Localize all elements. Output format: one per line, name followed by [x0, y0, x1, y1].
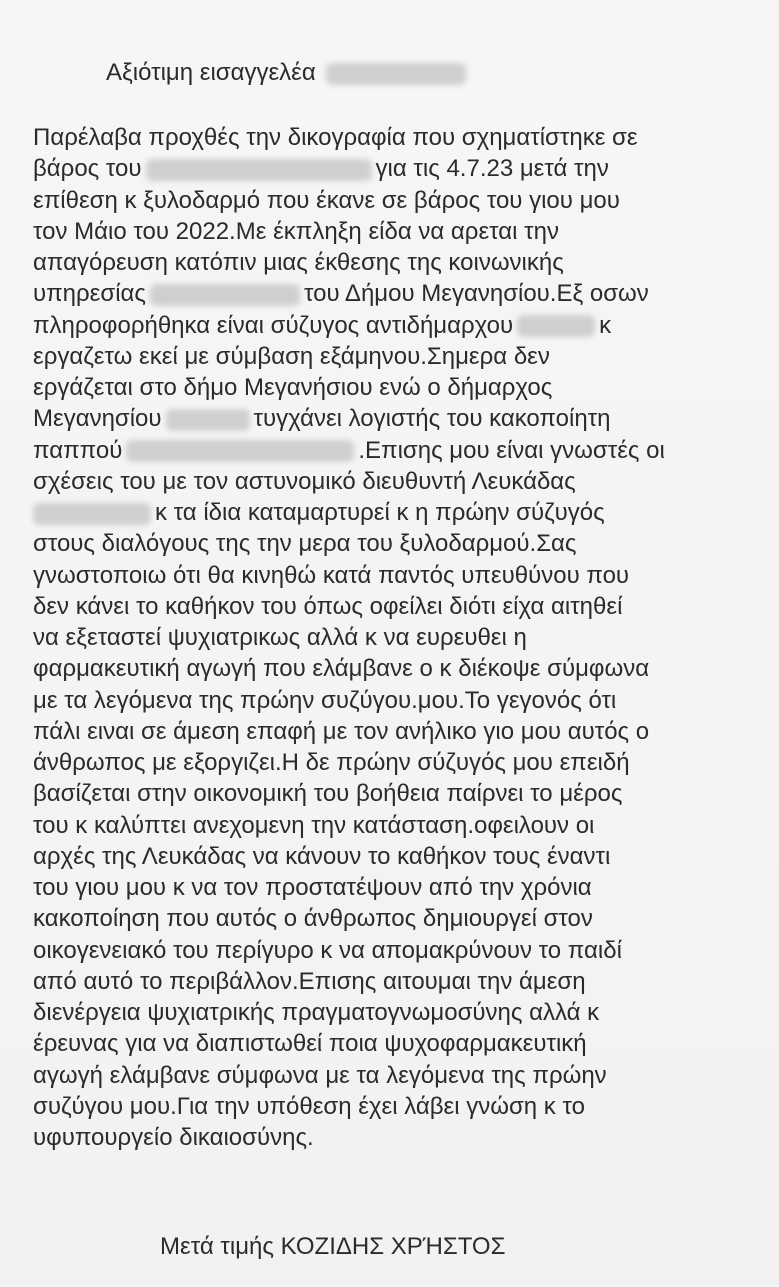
letter-line: εργαζετω εκεί με σύμβαση εξάμηνου.Σημερα δεν	[33, 342, 550, 370]
letter-line: επίθεση κ ξυλοδαρμό που έκανε σε βάρος του γιου μου	[33, 186, 620, 214]
letter-line: διενέργεια ψυχιατρικής πραγματογνωμοσύνης αλλά κ	[33, 999, 600, 1026]
letter-line: Μεγανησίου τυγχάνει λογιστής του κακοποίητη	[33, 405, 611, 433]
letter-line: από αυτό το περιβάλλον.Επισης αιτουμαι την άμεση	[33, 967, 586, 995]
letter-line: στους διαλόγους της την μερα του ξυλοδαρμού.Σας	[33, 530, 577, 558]
letter-line: οικογενειακό του περίγυρο κ να απομακρύνουν το παιδί	[33, 936, 622, 964]
letter-line: του κ καλύπτει ανεχομενη την κατάσταση.οφειλουν οι	[33, 811, 595, 839]
letter-line: Παρέλαβα προχθές την δικογραφία που σχηματίστηκε σε	[33, 124, 638, 151]
redacted-name	[146, 159, 372, 181]
letter-line: τον Μάιο του 2022.Με έκπληξη είδα να αρεται την	[33, 217, 559, 245]
letter-line: σχέσεις του με τον αστυνομικό διευθυντή Λευκάδας	[33, 467, 576, 495]
letter-line: με τα λεγόμενα της πρώην συζύγου.μου.Το γεγονός ότι	[33, 686, 617, 714]
redacted-name	[166, 409, 250, 431]
redacted-name	[126, 440, 354, 462]
letter-line: υπηρεσίας του Δήμου Μεγανησίου.Εξ οσων	[33, 280, 649, 308]
letter-line: γνωστοποιω ότι θα κινηθώ κατά παντός υπευθύνου που	[33, 561, 630, 589]
letter-line: φαρμακευτική αγωγή που ελάμβανε ο κ διέκοψε σύμφωνα	[33, 655, 650, 683]
letter-line: πάλι ειναι σε άμεση επαφή με τον ανήλικο γιο μου αυτός ο	[33, 717, 650, 745]
letter-line: αγωγή ελάμβανε σύμφωνα με τα λεγόμενα της πρώην	[33, 1061, 607, 1089]
letter-line: συζύγου μου.Για την υπόθεση έχει λάβει γνώση κ το	[33, 1092, 585, 1120]
letter-salutation	[106, 58, 470, 88]
redacted-name	[517, 315, 595, 337]
letter-closing	[160, 1232, 505, 1262]
letter-line: παππού .Επισης μου είναι γνωστές οι	[33, 436, 665, 464]
letter-line: έρευνας για να διαπιστωθεί ποια ψυχοφαρμακευτική	[33, 1030, 587, 1058]
letter-line: κακοποίηση που αυτός ο άνθρωπος δημιουργεί στον	[33, 905, 593, 933]
letter-line: να εξεταστεί ψυχιατρικως αλλά κ να ευρευθει η	[33, 624, 527, 651]
letter-line: βασίζεται στην οικονομική του βοήθεια παίρνει το μέρος	[33, 780, 623, 808]
letter-line: απαγόρευση κατόπιν μιας έκθεσης της κοινωνικής	[33, 249, 564, 276]
redacted-name	[33, 503, 151, 525]
letter-line: εργάζεται στο δήμο Μεγανήσιου ενώ ο δήμαρχος	[33, 374, 553, 401]
redacted-name	[150, 284, 300, 306]
letter-line: αρχές της Λευκάδας να κάνουν το καθήκον τους έναντι	[33, 842, 611, 870]
letter-line: κ τα ίδια καταμαρτυρεί κ η πρώην σύζυγός	[33, 497, 763, 528]
closing-text: Μετά τιμής ΚΟΖΙΔΗΣ ΧΡΉΣΤΟΣ	[160, 1233, 506, 1260]
letter-body	[33, 122, 763, 1153]
letter-line: δεν κάνει το καθήκον του όπως οφείλει διότι είχα αιτηθεί	[33, 592, 623, 620]
redacted-name	[326, 63, 466, 85]
letter-line: πληροφορήθηκα είναι σύζυγος αντιδήμαρχου κ	[33, 311, 612, 339]
letter-line: άνθρωπος με εξοργιζει.Η δε πρώην σύζυγός μου επειδή	[33, 749, 630, 776]
letter-line: υφυπουργείο δικαιοσύνης.	[33, 1124, 314, 1151]
salutation-text: Αξιότιμη εισαγγελέα	[106, 59, 316, 86]
letter-line: βάρος του για τις 4.7.23 μετά την	[33, 155, 609, 183]
letter-line: του γιου μου κ να τον προστατέψουν από την χρόνια	[33, 874, 592, 901]
